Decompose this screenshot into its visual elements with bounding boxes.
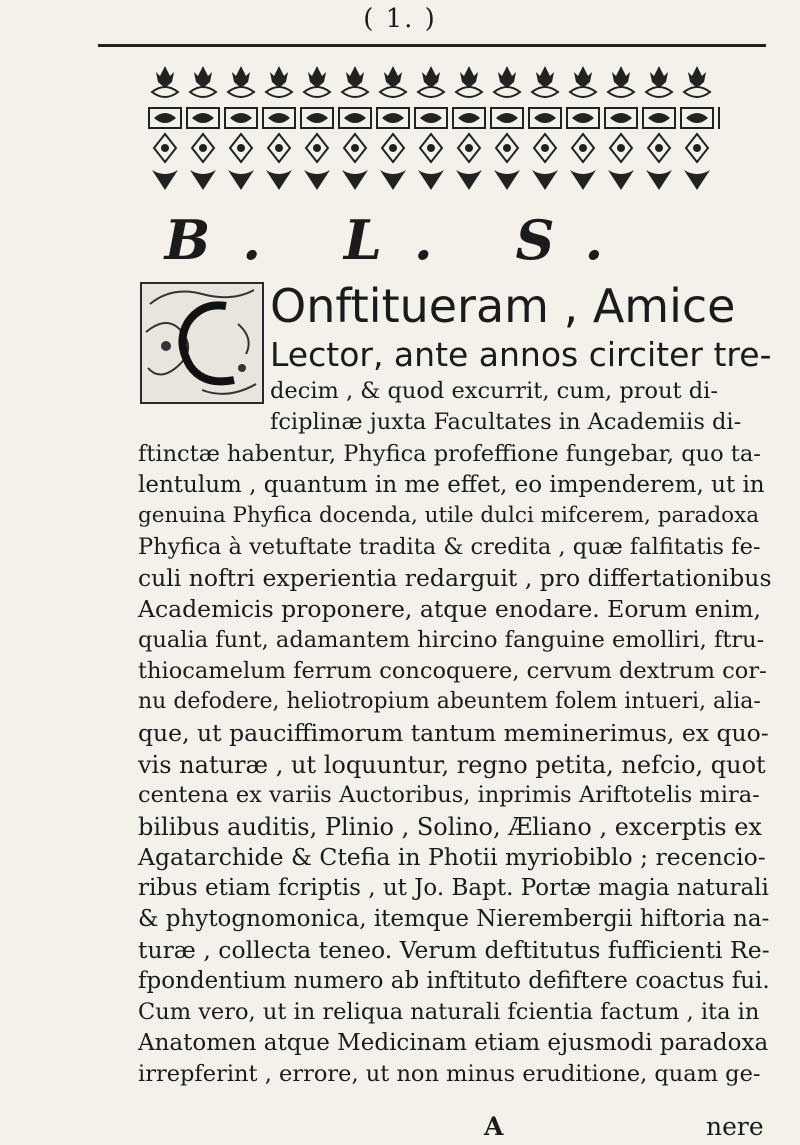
text-line-8: Phyfica à vetuftate tradita & credita , quæ falfitatis fe- <box>138 534 761 560</box>
text-line-24: Anatomen atque Medicinam etiam ejusmodi paradoxa <box>138 1030 769 1056</box>
ornamental-initial-icon <box>142 284 262 402</box>
text-line-23: Cum vero, ut in reliqua naturali fcientia factum , ita in <box>138 999 760 1025</box>
text-line-21: turæ , collecta teneo. Verum deftitutus fufficienti Re- <box>138 936 770 964</box>
text-line-16: centena ex variis Auctoribus, inprimis Ariftotelis mira- <box>138 782 760 808</box>
catchword: nere <box>706 1112 764 1141</box>
text-line-18: Agatarchide & Ctefia in Photii myriobiblo ; recencio- <box>138 843 766 871</box>
text-line-14: que, ut pauciffimorum tantum meminerimus, ex quo- <box>138 719 769 747</box>
text-line-9: culi noftri experientia redarguit , pro differtationibus <box>138 564 772 592</box>
text-line-7: genuina Phyfica docenda, utile dulci mifcerem, paradoxa <box>138 503 760 528</box>
text-line-5: ftinctæ habentur, Phyfica profeffione fungebar, quo ta- <box>138 441 761 467</box>
text-line-2: Lector, ante annos circiter tre- <box>270 335 772 374</box>
text-line-22: fpondentium numero ab inftituto defiftere coactus fui. <box>138 968 770 994</box>
text-line-3: decim , & quod excurrit, cum, prout di- <box>270 378 718 404</box>
text-line-12: thiocamelum ferrum concoquere, cervum dextrum cor- <box>138 658 767 684</box>
text-line-6: lentulum , quantum in me effet, eo impenderem, ut in <box>138 472 765 498</box>
decorated-initial-c <box>140 282 264 404</box>
top-rule <box>98 44 766 47</box>
text-line-20: & phytognomonica, itemque Nierembergii hiftoria na- <box>138 906 770 932</box>
text-line-13: nu defodere, heliotropium abeuntem folem intueri, alia- <box>138 689 761 714</box>
signature-mark: A <box>484 1112 504 1141</box>
text-line-19: ribus etiam fcriptis , ut Jo. Bapt. Portæ magia naturali <box>138 875 769 901</box>
text-line-11: qualia funt, adamantem hircino fanguine emolliri, ftru- <box>138 627 765 653</box>
text-line-15: vis naturæ , ut loquuntur, regno petita, nefcio, quot <box>138 751 766 779</box>
text-line-17: bilibus auditis, Plinio , Solino, Æliano , excerptis ex <box>138 813 762 841</box>
page-number: ( 1. ) <box>363 4 437 34</box>
text-line-4: fciplinæ juxta Facultates in Academiis di- <box>270 409 742 435</box>
ornament-band <box>146 62 720 194</box>
heading: B. L. S. <box>164 208 636 272</box>
text-line-25: irrepferint , errore, ut non minus eruditione, quam ge- <box>138 1061 761 1087</box>
text-line-10: Academicis proponere, atque enodare. Eorum enim, <box>138 595 761 623</box>
text-line-1: Onftitueram , Amice <box>270 279 736 333</box>
